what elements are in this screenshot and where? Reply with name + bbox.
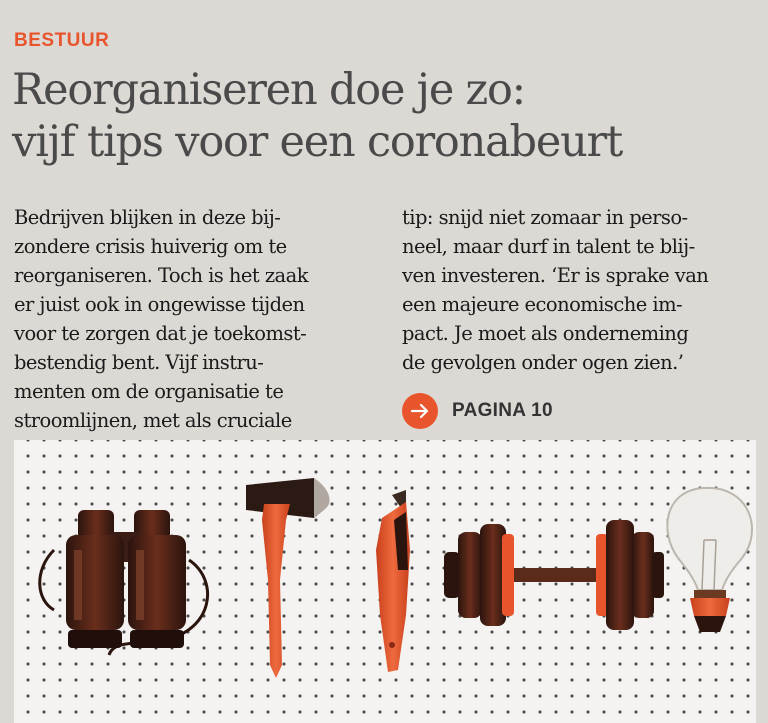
headline-line-2: vijf tips voor een coronabeurt (12, 117, 623, 167)
arrow-right-icon[interactable] (402, 393, 438, 429)
pegboard-tools-photo (14, 440, 756, 723)
binoculars-icon (40, 510, 208, 655)
utility-knife-icon (376, 490, 410, 672)
body-line: bestendig bent. Vijf instru- (14, 351, 264, 374)
body-line: tip: snijd niet zomaar in perso- (402, 206, 688, 229)
body-line: er juist ook in ongewisse tijden (14, 293, 305, 316)
body-line: de gevolgen onder ogen zien.’ (402, 351, 684, 374)
article-intro-column-left (14, 203, 374, 435)
dumbbell-icon (444, 520, 664, 630)
body-line: reorganiseren. Toch is het zaak (14, 264, 308, 287)
body-line: ven investeren. ‘Er is sprake van (402, 264, 709, 287)
headline-line-1: Reorganiseren doe je zo: (12, 65, 525, 115)
body-line: stroomlijnen, met als cruciale (14, 409, 292, 432)
body-line: zondere crisis huiverig om te (14, 235, 287, 258)
page-reference-link[interactable] (402, 393, 553, 429)
section-kicker: BESTUUR (14, 30, 110, 51)
body-line: Bedrijven blijken in deze bij- (14, 206, 281, 229)
body-line: voor te zorgen dat je toekomst- (14, 322, 307, 345)
axe-icon (246, 478, 330, 678)
body-line: een majeure economische im- (402, 293, 683, 316)
body-line: pact. Je moet als onderneming (402, 322, 689, 345)
article-headline[interactable] (12, 64, 760, 168)
body-line: neel, maar durf in talent te blij- (402, 235, 695, 258)
page-reference-label: PAGINA 10 (452, 400, 553, 421)
article-intro-column-right (402, 203, 762, 377)
light-bulb-icon (667, 488, 752, 632)
body-line: menten om de organisatie te (14, 380, 284, 403)
